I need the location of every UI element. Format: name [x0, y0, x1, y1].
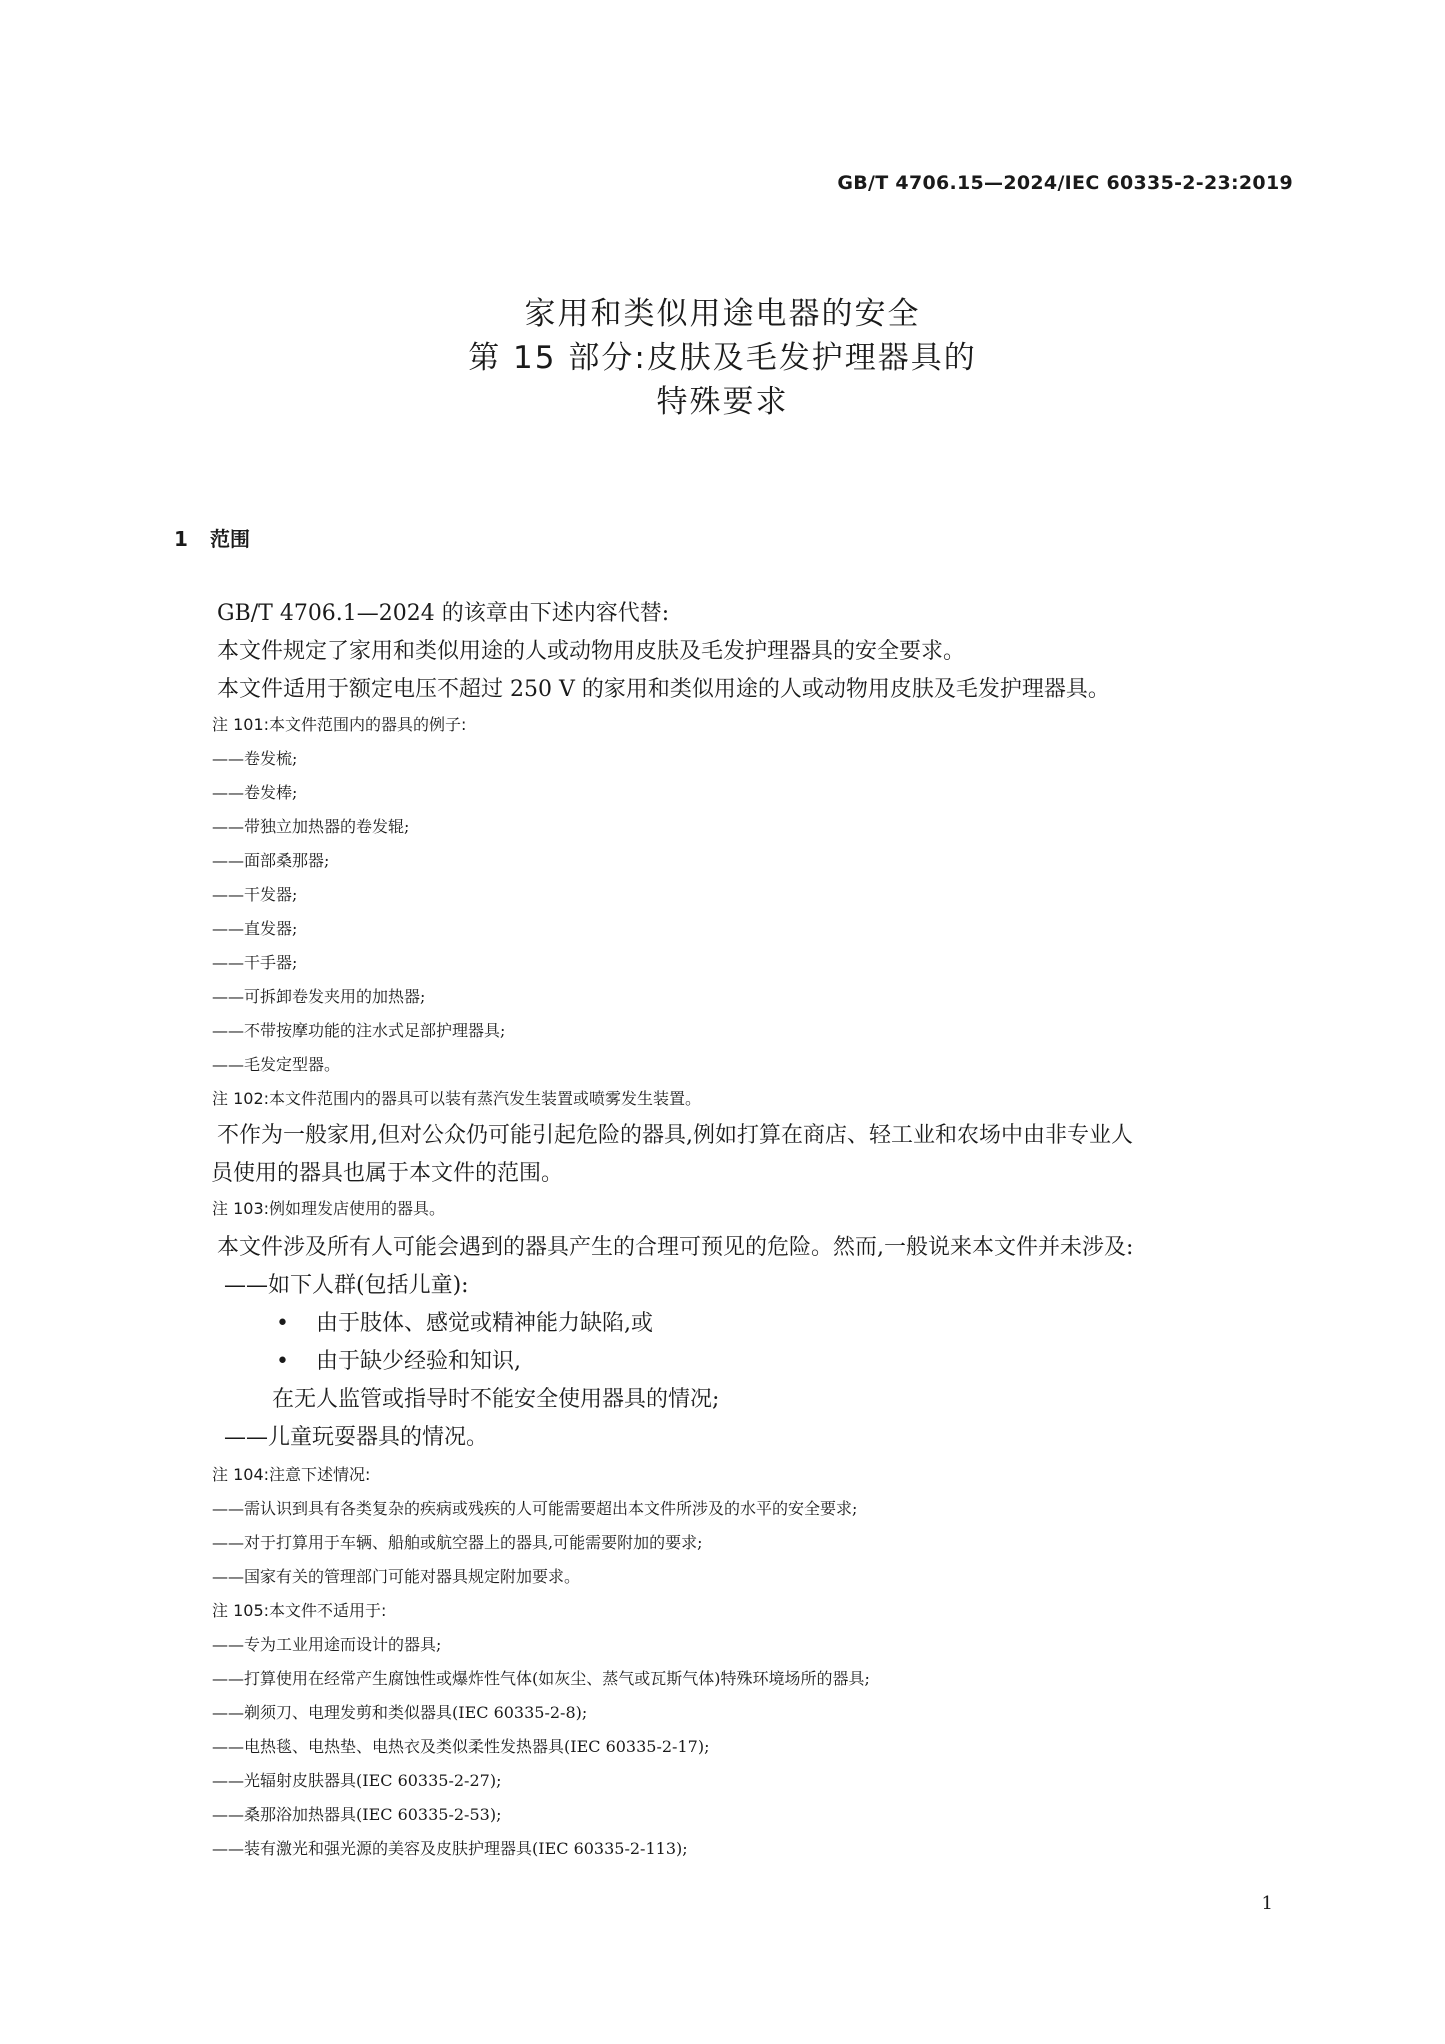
page-number: 1: [1261, 1893, 1273, 1914]
bullet-glyph: •: [276, 1311, 289, 1336]
list-item: ——卷发梳;: [212, 749, 298, 768]
list-item: ——毛发定型器。: [212, 1055, 341, 1074]
paragraph-continuation: 员使用的器具也属于本文件的范围。: [211, 1161, 564, 1186]
bullet-item: • 由于缺少经验和知识,: [276, 1349, 521, 1374]
section-title: 范围: [210, 527, 250, 551]
list-item: ——不带按摩功能的注水式足部护理器具;: [212, 1021, 506, 1040]
list-item: ——干手器;: [212, 953, 298, 972]
list-item: ——带独立加热器的卷发辊;: [212, 817, 410, 836]
note-104: 注 104:注意下述情况:: [212, 1465, 371, 1484]
list-item: ——需认识到具有各类复杂的疾病或残疾的人可能需要超出本文件所涉及的水平的安全要求;: [212, 1499, 858, 1518]
title-line-1: 家用和类似用途电器的安全: [524, 296, 921, 332]
dash-item: ——如下人群(包括儿童):: [224, 1273, 469, 1298]
bullet-glyph: •: [276, 1349, 289, 1374]
standard-code-header: GB/T 4706.15—2024/IEC 60335-2-23:2019: [837, 172, 1293, 194]
list-item: ——光辐射皮肤器具(IEC 60335-2-27);: [212, 1771, 502, 1790]
title-line-2: 第 15 部分:皮肤及毛发护理器具的: [468, 340, 977, 376]
document-title: [0, 292, 1445, 424]
paragraph: 本文件涉及所有人可能会遇到的器具产生的合理可预见的危险。然而,一般说来本文件并未涉及:: [217, 1235, 1134, 1260]
paragraph: 不作为一般家用,但对公众仍可能引起危险的器具,例如打算在商店、轻工业和农场中由非专业人: [217, 1123, 1133, 1148]
paragraph: 本文件规定了家用和类似用途的人或动物用皮肤及毛发护理器具的安全要求。: [217, 639, 966, 664]
list-item: ——国家有关的管理部门可能对器具规定附加要求。: [212, 1567, 581, 1586]
list-item: ——装有激光和强光源的美容及皮肤护理器具(IEC 60335-2-113);: [212, 1839, 688, 1858]
note-102: 注 102:本文件范围内的器具可以装有蒸汽发生装置或喷雾发生装置。: [212, 1089, 702, 1108]
note-101: 注 101:本文件范围内的器具的例子:: [212, 715, 467, 734]
list-item: ——面部桑那器;: [212, 851, 330, 870]
list-item: ——剃须刀、电理发剪和类似器具(IEC 60335-2-8);: [212, 1703, 588, 1722]
list-item: ——可拆卸卷发夹用的加热器;: [212, 987, 426, 1006]
list-item: ——干发器;: [212, 885, 298, 904]
paragraph-continuation: 在无人监管或指导时不能安全使用器具的情况;: [272, 1387, 720, 1412]
list-item: ——专为工业用途而设计的器具;: [212, 1635, 442, 1654]
dash-item: ——儿童玩耍器具的情况。: [224, 1425, 489, 1450]
bullet-item: • 由于肢体、感觉或精神能力缺陷,或: [276, 1311, 653, 1336]
list-item: ——桑那浴加热器具(IEC 60335-2-53);: [212, 1805, 502, 1824]
section-heading: [174, 523, 250, 552]
list-item: ——打算使用在经常产生腐蚀性或爆炸性气体(如灰尘、蒸气或瓦斯气体)特殊环境场所的器具;: [212, 1669, 870, 1688]
list-item: ——直发器;: [212, 919, 298, 938]
list-item: ——对于打算用于车辆、船舶或航空器上的器具,可能需要附加的要求;: [212, 1533, 703, 1552]
title-line-3: 特殊要求: [656, 384, 789, 420]
list-item: ——电热毯、电热垫、电热衣及类似柔性发热器具(IEC 60335-2-17);: [212, 1737, 710, 1756]
paragraph: 本文件适用于额定电压不超过 250 V 的家用和类似用途的人或动物用皮肤及毛发护理器具。: [217, 677, 1110, 702]
paragraph: GB/T 4706.1—2024 的该章由下述内容代替:: [217, 601, 670, 626]
section-number: 1: [174, 527, 188, 551]
note-105: 注 105:本文件不适用于:: [212, 1601, 387, 1620]
list-item: ——卷发棒;: [212, 783, 298, 802]
note-103: 注 103:例如理发店使用的器具。: [212, 1199, 446, 1218]
